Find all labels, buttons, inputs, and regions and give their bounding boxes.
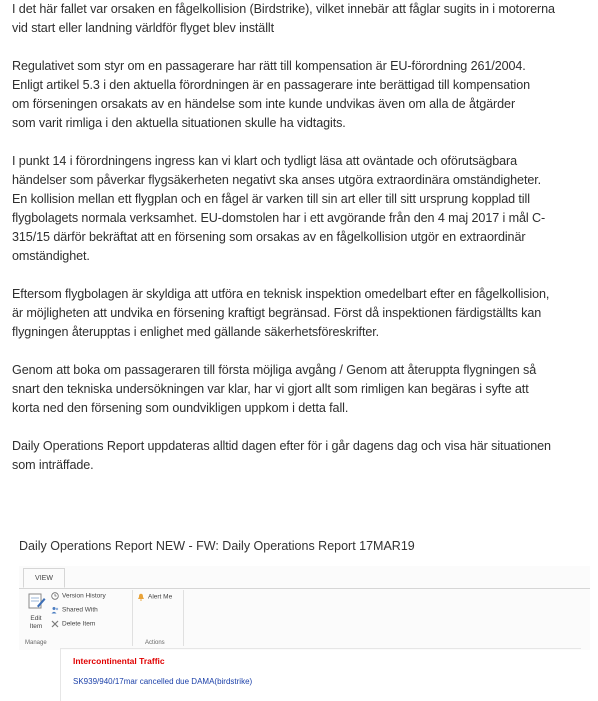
text-line: Genom att boka om passageraren till första möjliga avgång / Genom att återuppta flygningen så xyxy=(12,363,537,377)
text-line: Daily Operations Report uppdateras alltid dagen efter för i går dagens dag och visa här situationen xyxy=(12,439,551,453)
text-line: flygningen återupptas i enlighet med gällande säkerhetsföreskrifter. xyxy=(12,325,380,339)
delete-x-icon xyxy=(51,620,59,628)
text-line: Eftersom flygbolagen är skyldiga att utföra en teknisk inspektion omedelbart efter en fågelkollision, xyxy=(12,287,550,301)
ribbon-group-manage xyxy=(23,590,133,646)
article-body xyxy=(12,0,584,494)
text-line: korta ned den försening som oundvikligen uppkom i detta fall. xyxy=(12,401,349,415)
paragraph-measures-taken xyxy=(12,361,584,418)
users-icon xyxy=(51,606,59,614)
alert-me-button[interactable] xyxy=(137,593,172,601)
paragraph-birdstrike-cause xyxy=(12,0,584,38)
paragraph-daily-report xyxy=(12,437,584,475)
text-line: händelser som påverkar flygsäkerheten negativt ska anses utgöra extraordinära omständigheter. xyxy=(12,173,542,187)
edit-item-label: Edit Item xyxy=(29,615,43,630)
paragraph-regulation xyxy=(12,57,584,133)
tab-view[interactable]: VIEW xyxy=(23,568,65,588)
paragraph-extraordinary-circumstances xyxy=(12,152,584,266)
text-line: Regulativet som styr om en passagerare har rätt till kompensation är EU-förordning 261/2004. xyxy=(12,59,526,73)
edit-item-icon xyxy=(26,592,46,610)
actions-group-label: Actions xyxy=(145,640,165,646)
text-line: om förseningen orsakats av en händelse som inte kunde undvikas även om alla de åtgärder xyxy=(12,97,516,111)
text-line: snart den tekniska undersökningen var klar, har vi gjort allt som rimligen kan begäras i syfte att xyxy=(12,382,529,396)
text-line: 315/15 därför bekräftat att en försening som orsakas av en fågelkollision utgör en extraordinär xyxy=(12,230,526,244)
text-line: Enligt artikel 5.3 i den aktuella förordningen är en passagerare inte berättigad till kompensation xyxy=(12,78,531,92)
version-history-label: Version History xyxy=(62,592,106,600)
alert-me-label: Alert Me xyxy=(148,593,173,601)
ribbon-tab-bar xyxy=(19,566,590,589)
sharepoint-ribbon xyxy=(19,566,590,650)
text-line: flygbolagets normala verksamhet. EU-domstolen har i ett avgörande från den 4 maj 2017 i mål C- xyxy=(12,211,546,225)
shared-with-button[interactable] xyxy=(51,606,98,614)
ribbon-group-actions xyxy=(133,590,184,646)
manage-group-label: Manage xyxy=(25,640,47,646)
text-line: som inträffade. xyxy=(12,458,94,472)
text-line: som varit rimliga i den aktuella situationen skulle ha vidtagits. xyxy=(12,116,346,130)
text-line: En kollision mellan ett flygplan och en fågel är varken till sin art eller till sitt ursprung kopplad till xyxy=(12,192,530,206)
delete-item-label: Delete Item xyxy=(62,620,96,628)
report-content xyxy=(60,648,581,701)
text-line: omständighet. xyxy=(12,249,90,263)
text-line: I det här fallet var orsaken en fågelkollision (Birdstrike), vilket innebär att fåglar sugits in i motorerna xyxy=(12,2,555,16)
bell-icon xyxy=(137,593,145,601)
embedded-screenshot-title: Daily Operations Report NEW - FW: Daily Operations Report 17MAR19 xyxy=(19,539,415,553)
report-heading: Intercontinental Traffic xyxy=(73,656,165,666)
text-line: vid start eller landning världför flyget blev inställt xyxy=(12,21,274,35)
text-line: är möjligheten att undvika en försening kraftigt begränsad. Först då inspektionen färdigställts kan xyxy=(12,306,542,320)
edit-item-button[interactable] xyxy=(25,592,47,631)
shared-with-label: Shared With xyxy=(62,606,98,614)
clock-icon xyxy=(51,592,59,600)
delete-item-button[interactable] xyxy=(51,620,95,628)
report-entry: SK939/940/17mar cancelled due DAMA(birdstrike) xyxy=(73,677,253,686)
version-history-button[interactable] xyxy=(51,592,106,600)
text-line: I punkt 14 i förordningens ingress kan vi klart och tydligt läsa att oväntade och oförutsägbara xyxy=(12,154,518,168)
paragraph-inspection xyxy=(12,285,584,342)
